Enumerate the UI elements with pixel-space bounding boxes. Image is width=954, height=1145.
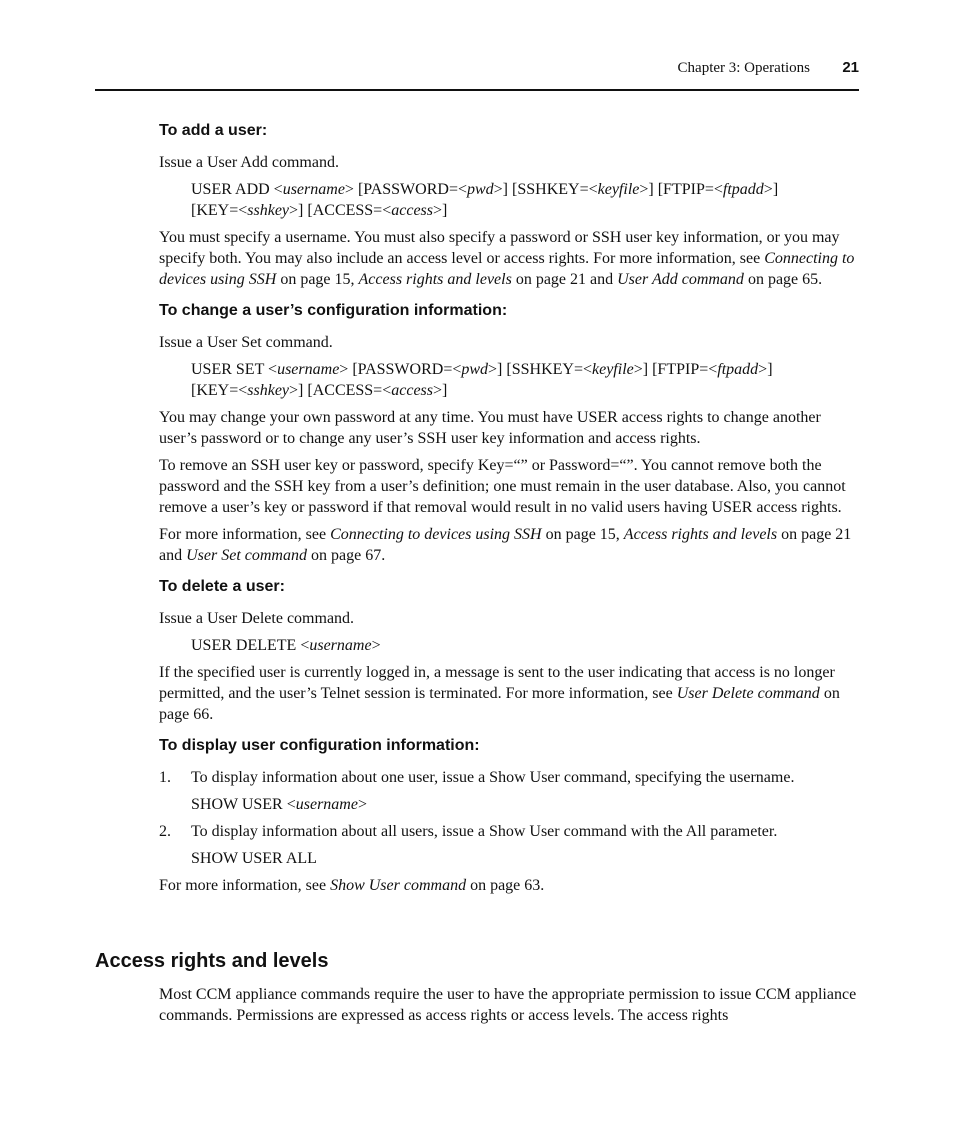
change-user-para2: To remove an SSH user key or password, specify Key=“” or Password=“”. You cannot remove both the password and the SSH key from a user’s definition; one must remain in the user database. Also, you cannot remove a user’s key or password if that removal would result in no valid users having USER access rights. bbox=[159, 457, 846, 516]
xref-user-add: User Add command bbox=[617, 271, 744, 288]
list-item: 2. To display information about all users, issue a Show User command with the All parameter. bbox=[159, 823, 778, 840]
add-user-intro: Issue a User Add command. bbox=[159, 154, 339, 171]
xref-access-rights: Access rights and levels bbox=[623, 526, 778, 543]
list-item: 1. To display information about one user, issue a Show User command, specifying the username. bbox=[159, 769, 795, 786]
main-content bbox=[159, 120, 861, 902]
page-number: 21 bbox=[842, 59, 859, 76]
xref-user-set: User Set command bbox=[186, 547, 307, 564]
access-rights-content bbox=[159, 984, 861, 1032]
change-user-para3: For more information, see Connecting to devices using SSH on page 15, Access rights and levels on page 21 and User Set command on page 67. bbox=[159, 526, 852, 564]
add-user-command: USER ADD <username> [PASSWORD=<pwd>] [SSHKEY=<keyfile>] [FTPIP=<ftpadd>] [KEY=<sshkey>] [ACCESS=<access>] bbox=[191, 181, 779, 219]
change-user-command: USER SET <username> [PASSWORD=<pwd>] [SSHKEY=<keyfile>] [FTPIP=<ftpadd>] [KEY=<sshkey>] [ACCESS=<access>] bbox=[191, 361, 773, 399]
display-user-more: For more information, see Show User command on page 63. bbox=[159, 877, 545, 894]
chapter-title: Chapter 3: Operations bbox=[677, 60, 810, 76]
show-user-command: SHOW USER <username> bbox=[191, 796, 367, 813]
heading-access-rights: Access rights and levels bbox=[95, 950, 329, 972]
delete-user-command: USER DELETE <username> bbox=[191, 637, 381, 654]
heading-change-user: To change a user’s configuration information: bbox=[159, 302, 508, 319]
access-rights-para: Most CCM appliance commands require the user to have the appropriate permission to issue CCM appliance commands. Permissions are expressed as access rights or access levels. The access rights bbox=[159, 986, 857, 1024]
page-header bbox=[95, 58, 859, 80]
delete-user-body: If the specified user is currently logged in, a message is sent to the user indicating that access is no longer permitted, and the user’s Telnet session is terminated. For more information, see User Delete command on page 66. bbox=[159, 664, 840, 723]
xref-user-delete: User Delete command bbox=[676, 685, 820, 702]
header-rule bbox=[95, 89, 859, 91]
change-user-para1: You may change your own password at any time. You must have USER access rights to change another user’s password or to change any user’s SSH user key information and access rights. bbox=[159, 409, 821, 447]
xref-ssh: Connecting to devices using SSH bbox=[330, 526, 542, 543]
heading-display-user: To display user configuration information: bbox=[159, 737, 480, 754]
delete-user-intro: Issue a User Delete command. bbox=[159, 610, 355, 627]
heading-add-user: To add a user: bbox=[159, 122, 268, 139]
show-user-all-command: SHOW USER ALL bbox=[191, 850, 317, 867]
add-user-body: You must specify a username. You must also specify a password or SSH user key information, or you may specify both. You may also include an access level or access rights. For more information, see Connecting to devices using SSH on page 15, Access rights and levels on page 21 and User Add command on page 65. bbox=[159, 229, 855, 288]
xref-access-rights: Access rights and levels bbox=[358, 271, 512, 288]
xref-show-user: Show User command bbox=[330, 877, 467, 894]
change-user-intro: Issue a User Set command. bbox=[159, 334, 333, 351]
heading-delete-user: To delete a user: bbox=[159, 578, 285, 595]
xref-ssh: Connecting to devices using SSH bbox=[159, 250, 855, 288]
